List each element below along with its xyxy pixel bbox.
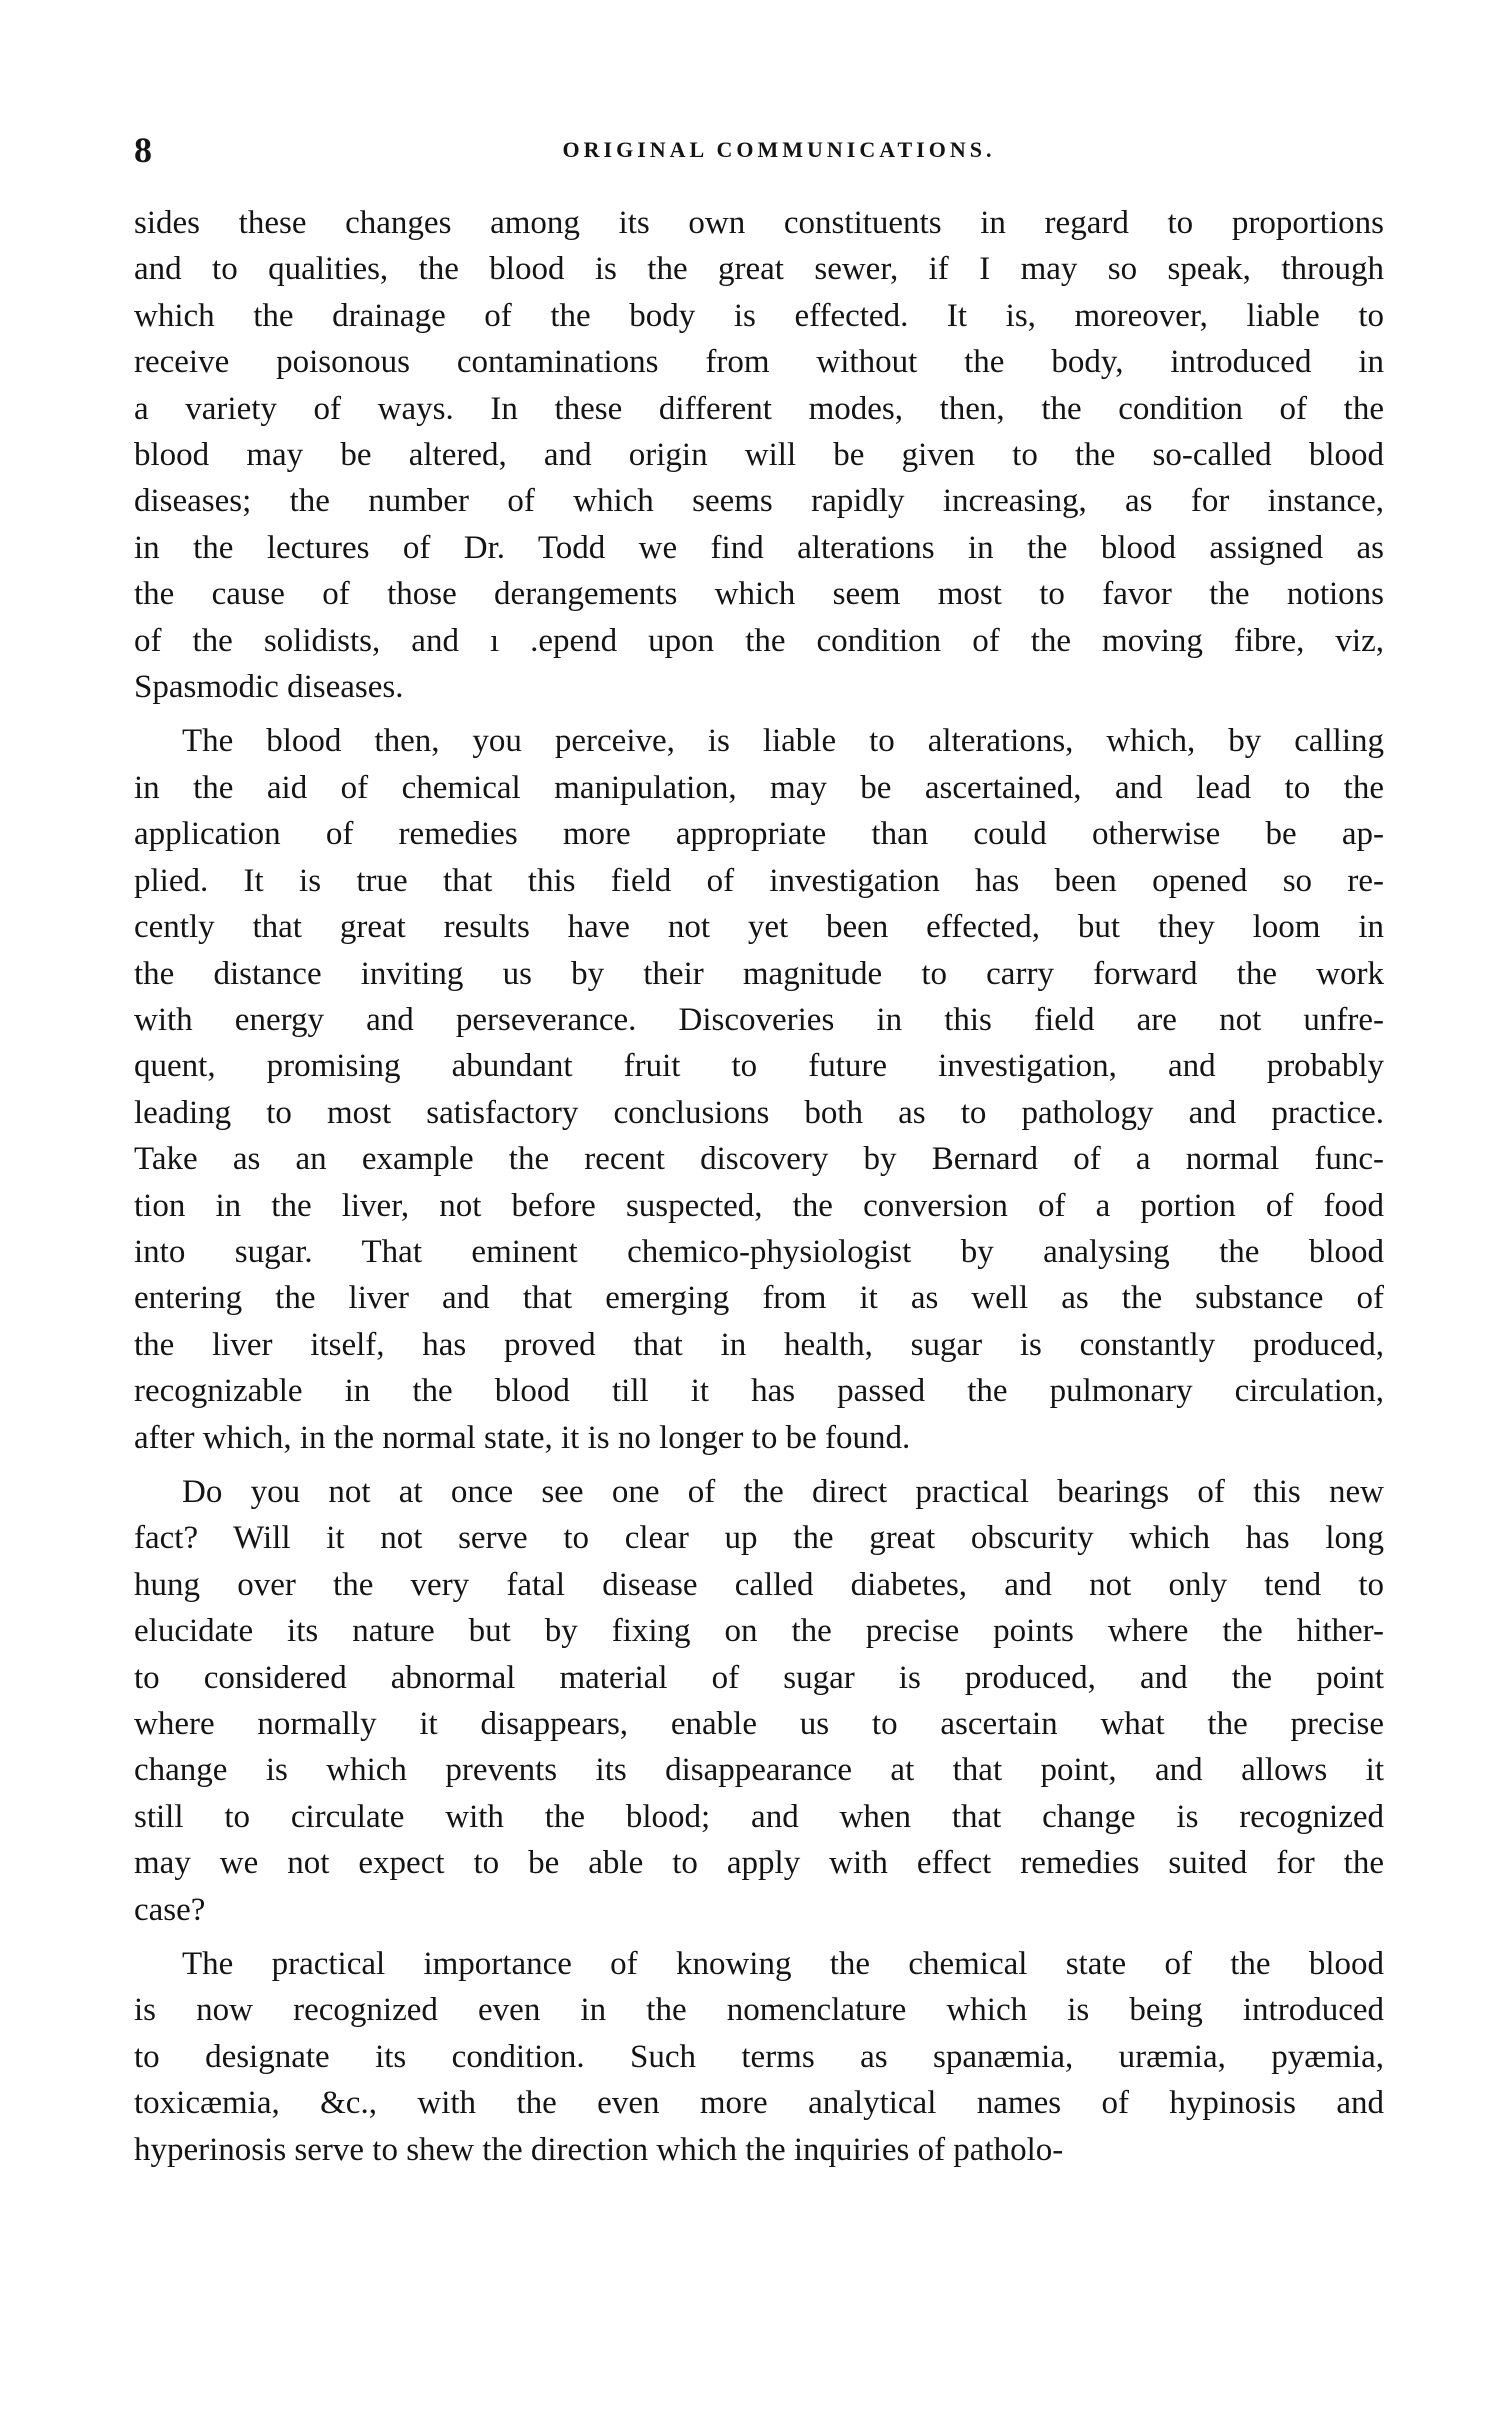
page-number: 8	[134, 130, 152, 170]
text-line: Take as an example the recent discovery by Bernard of a normal func-	[134, 1141, 1384, 1178]
text-line: elucidate its nature but by fixing on the precise points where the hither-	[134, 1613, 1384, 1650]
paragraph	[134, 1469, 1384, 1933]
text-line: plied. It is true that this field of investigation has been opened so re-	[134, 862, 1384, 899]
text-line: which the drainage of the body is effected. It is, moreover, liable to	[134, 297, 1384, 334]
running-head	[134, 128, 1384, 172]
text-line: a variety of ways. In these different modes, then, the condition of the	[134, 390, 1384, 427]
text-line: leading to most satisfactory conclusions both as to pathology and practice.	[134, 1094, 1384, 1131]
paragraph	[134, 1941, 1384, 2173]
text-line: recognizable in the blood till it has passed the pulmonary circulation,	[134, 1373, 1384, 1410]
text-line: The blood then, you perceive, is liable to alterations, which, by calling	[182, 723, 1384, 760]
text-line: with energy and perseverance. Discoveries in this field are not unfre-	[134, 1001, 1384, 1038]
paragraph	[134, 718, 1384, 1461]
text-line: and to qualities, the blood is the great sewer, if I may so speak, through	[134, 251, 1384, 288]
text-line: application of remedies more appropriate than could otherwise be ap-	[134, 816, 1384, 853]
text-line: the cause of those derangements which seem most to favor the notions	[134, 576, 1384, 613]
text-line: toxicæmia, &c., with the even more analytical names of hypinosis and	[134, 2085, 1384, 2122]
text-line: sides these changes among its own constituents in regard to proportions	[134, 205, 1384, 241]
text-line: entering the liver and that emerging from it as well as the substance of	[134, 1280, 1384, 1317]
text-line: quent, promising abundant fruit to future investigation, and probably	[134, 1048, 1384, 1085]
text-line: receive poisonous contaminations from without the body, introduced in	[134, 344, 1384, 381]
text-line: diseases; the number of which seems rapidly increasing, as for instance,	[134, 483, 1384, 520]
text-line: case?	[134, 1891, 206, 1928]
paragraph	[134, 200, 1384, 710]
text-line: Do you not at once see one of the direct practical bearings of this new	[182, 1473, 1384, 1510]
body-text	[134, 200, 1384, 2181]
text-line: fact? Will it not serve to clear up the great obscurity which has long	[134, 1520, 1384, 1557]
text-line: still to circulate with the blood; and when that change is recognized	[134, 1798, 1384, 1835]
text-line: tion in the liver, not before suspected, the conversion of a portion of food	[134, 1187, 1384, 1224]
text-line: Spasmodic diseases.	[134, 669, 404, 706]
text-line: change is which prevents its disappearance at that point, and allows it	[134, 1752, 1384, 1789]
text-line: into sugar. That eminent chemico-physiologist by analysing the blood	[134, 1233, 1384, 1270]
text-line: cently that great results have not yet been effected, but they loom in	[134, 909, 1384, 946]
text-line: the distance inviting us by their magnitude to carry forward the work	[134, 955, 1384, 992]
text-line: in the lectures of Dr. Todd we find alterations in the blood assigned as	[134, 529, 1384, 566]
text-line: where normally it disappears, enable us to ascertain what the precise	[134, 1706, 1384, 1742]
text-line: may we not expect to be able to apply with effect remedies suited for the	[134, 1845, 1384, 1882]
text-line: hyperinosis serve to shew the direction which the inquiries of patholo-	[134, 2131, 1064, 2168]
text-line: is now recognized even in the nomenclature which is being introduced	[134, 1992, 1384, 2029]
text-line: hung over the very fatal disease called diabetes, and not only tend to	[134, 1566, 1384, 1603]
text-line: after which, in the normal state, it is no longer to be found.	[134, 1419, 911, 1456]
text-line: blood may be altered, and origin will be given to the so-called blood	[134, 437, 1384, 474]
text-line: The practical importance of knowing the chemical state of the blood	[182, 1946, 1384, 1983]
text-line: the liver itself, has proved that in health, sugar is constantly produced,	[134, 1326, 1384, 1363]
running-head-title: ORIGINAL COMMUNICATIONS.	[562, 137, 996, 162]
text-line: to designate its condition. Such terms as spanæmia, uræmia, pyæmia,	[134, 2038, 1384, 2075]
text-line: of the solidists, and ı .epend upon the condition of the moving fibre, viz,	[134, 622, 1384, 659]
text-line: to considered abnormal material of sugar is produced, and the point	[134, 1659, 1384, 1696]
text-line: in the aid of chemical manipulation, may be ascertained, and lead to the	[134, 769, 1384, 806]
